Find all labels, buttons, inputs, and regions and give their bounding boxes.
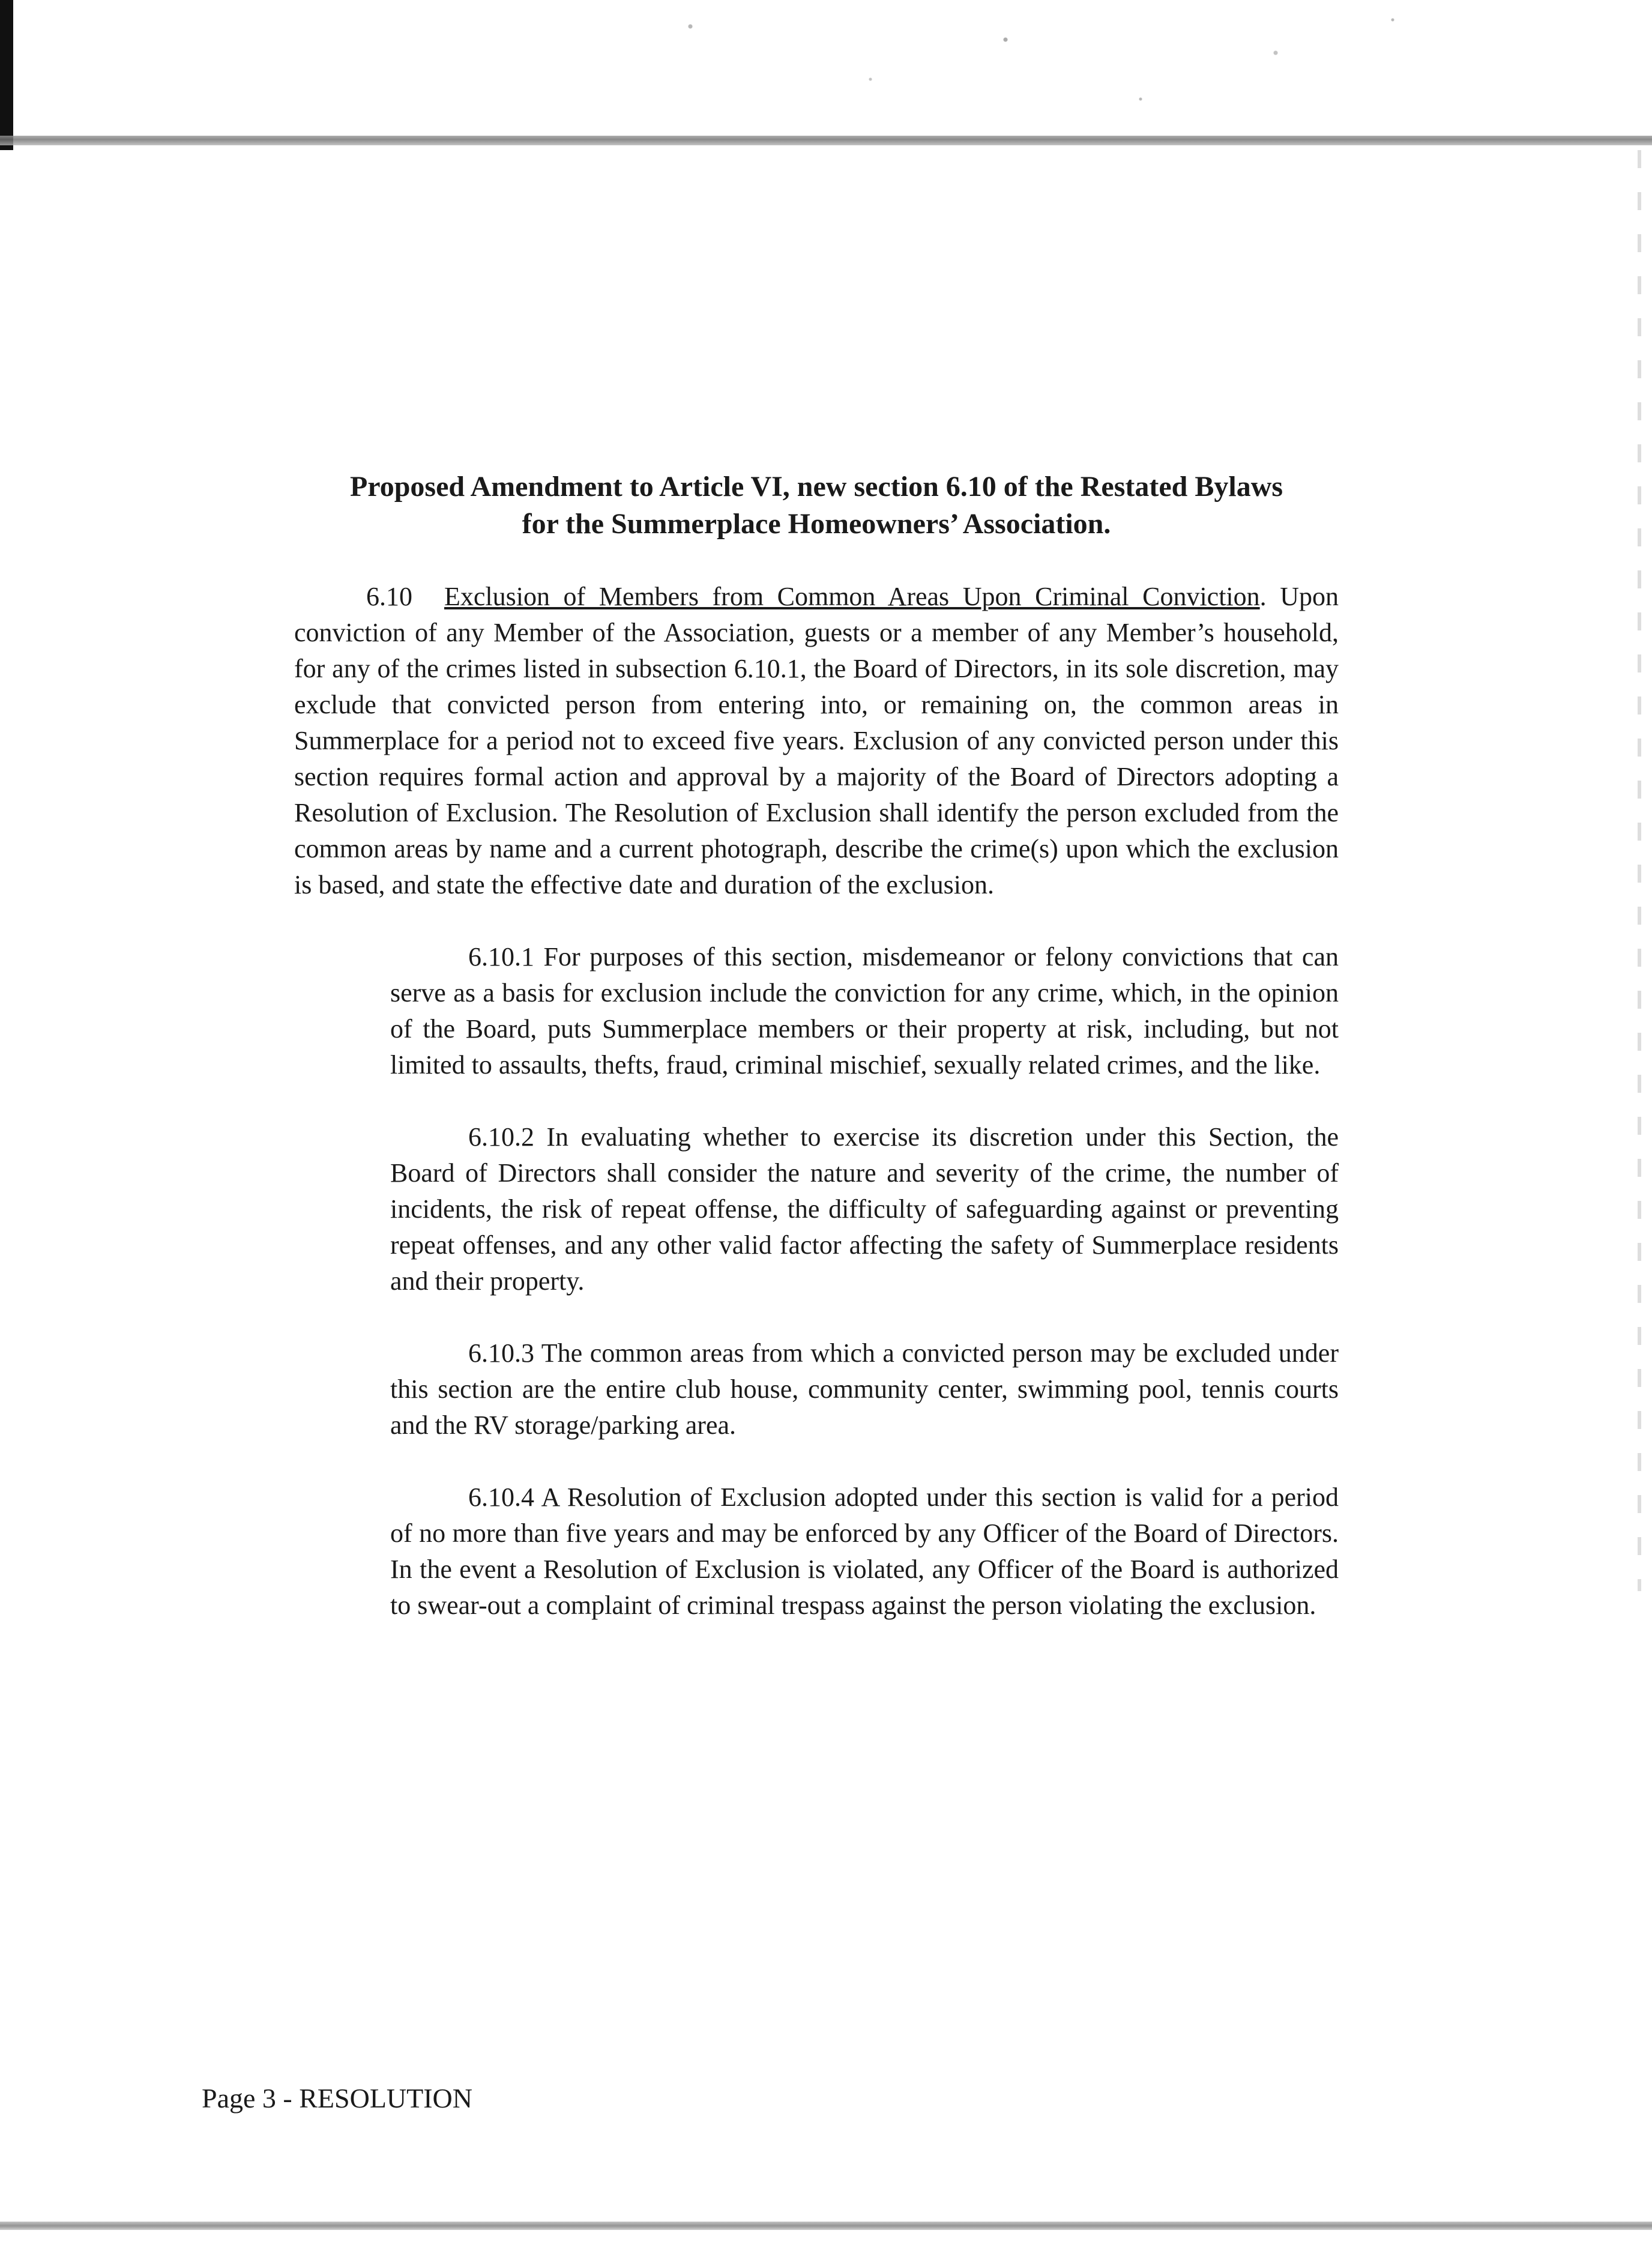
page-footer: Page 3 - RESOLUTION: [202, 2083, 472, 2114]
title-line-1: Proposed Amendment to Article VI, new section 6.10 of the Restated Bylaws: [349, 471, 1283, 503]
scan-speckles: [600, 0, 1501, 132]
document-title: [294, 468, 1339, 543]
section-heading: Exclusion of Members from Common Areas Upon Criminal Conviction: [444, 582, 1260, 611]
subsection-6-10-3: 6.10.3 The common areas from which a convicted person may be excluded under this section are the entire club house, community center, swimming pool, tennis courts and the RV storage/parking area.: [390, 1338, 1339, 1440]
subsection-6-10-1: 6.10.1 For purposes of this section, misdemeanor or felony convictions that can serve as a basis for exclusion include the conviction for any crime, which, in the opinion of the Board, puts Summerplace members or their property at risk, including, but not limited to assaults, thefts, fraud, criminal mischief, sexually related crimes, and the like.: [390, 942, 1339, 1080]
section-body: . Upon conviction of any Member of the Association, guests or a member of any Member’s household, for any of the crimes listed in subsection 6.10.1, the Board of Directors, in its sole discretion, may exclude that convicted person from entering into, or remaining on, the common areas in Summerplace for a period not to exceed five years. Exclusion of any convicted person under this section requires formal action and approval by a majority of the Board of Directors adopting a Resolution of Exclusion. The Resolution of Exclusion shall identify the person excluded from the common areas by name and a current photograph, describe the crime(s) upon which the exclusion is based, and state the effective date and duration of the exclusion.: [294, 582, 1339, 899]
scan-edge-artifact: [0, 0, 13, 150]
section-6-10: [294, 579, 1339, 903]
scan-top-band: [0, 136, 1652, 145]
section-number: 6.10: [366, 582, 412, 611]
scan-right-edge: [1638, 150, 1641, 1591]
title-line-2: for the Summerplace Homeowners’ Association.: [522, 508, 1111, 540]
scan-bottom-band: [0, 2222, 1652, 2230]
document-body: [294, 468, 1339, 1624]
subsection-6-10-4: 6.10.4 A Resolution of Exclusion adopted under this section is valid for a period of no more than five years and may be enforced by any Officer of the Board of Directors. In the event a Resolution of Exclusion is violated, any Officer of the Board is authorized to swear-out a complaint of criminal trespass against the person violating the exclusion.: [390, 1482, 1339, 1620]
subsection-6-10-2: 6.10.2 In evaluating whether to exercise its discretion under this Section, the Board of Directors shall consider the nature and severity of the crime, the number of incidents, the risk of repeat offense, the difficulty of safeguarding against or preventing repeat offenses, and any other valid factor affecting the safety of Summerplace residents and their property.: [390, 1122, 1339, 1296]
